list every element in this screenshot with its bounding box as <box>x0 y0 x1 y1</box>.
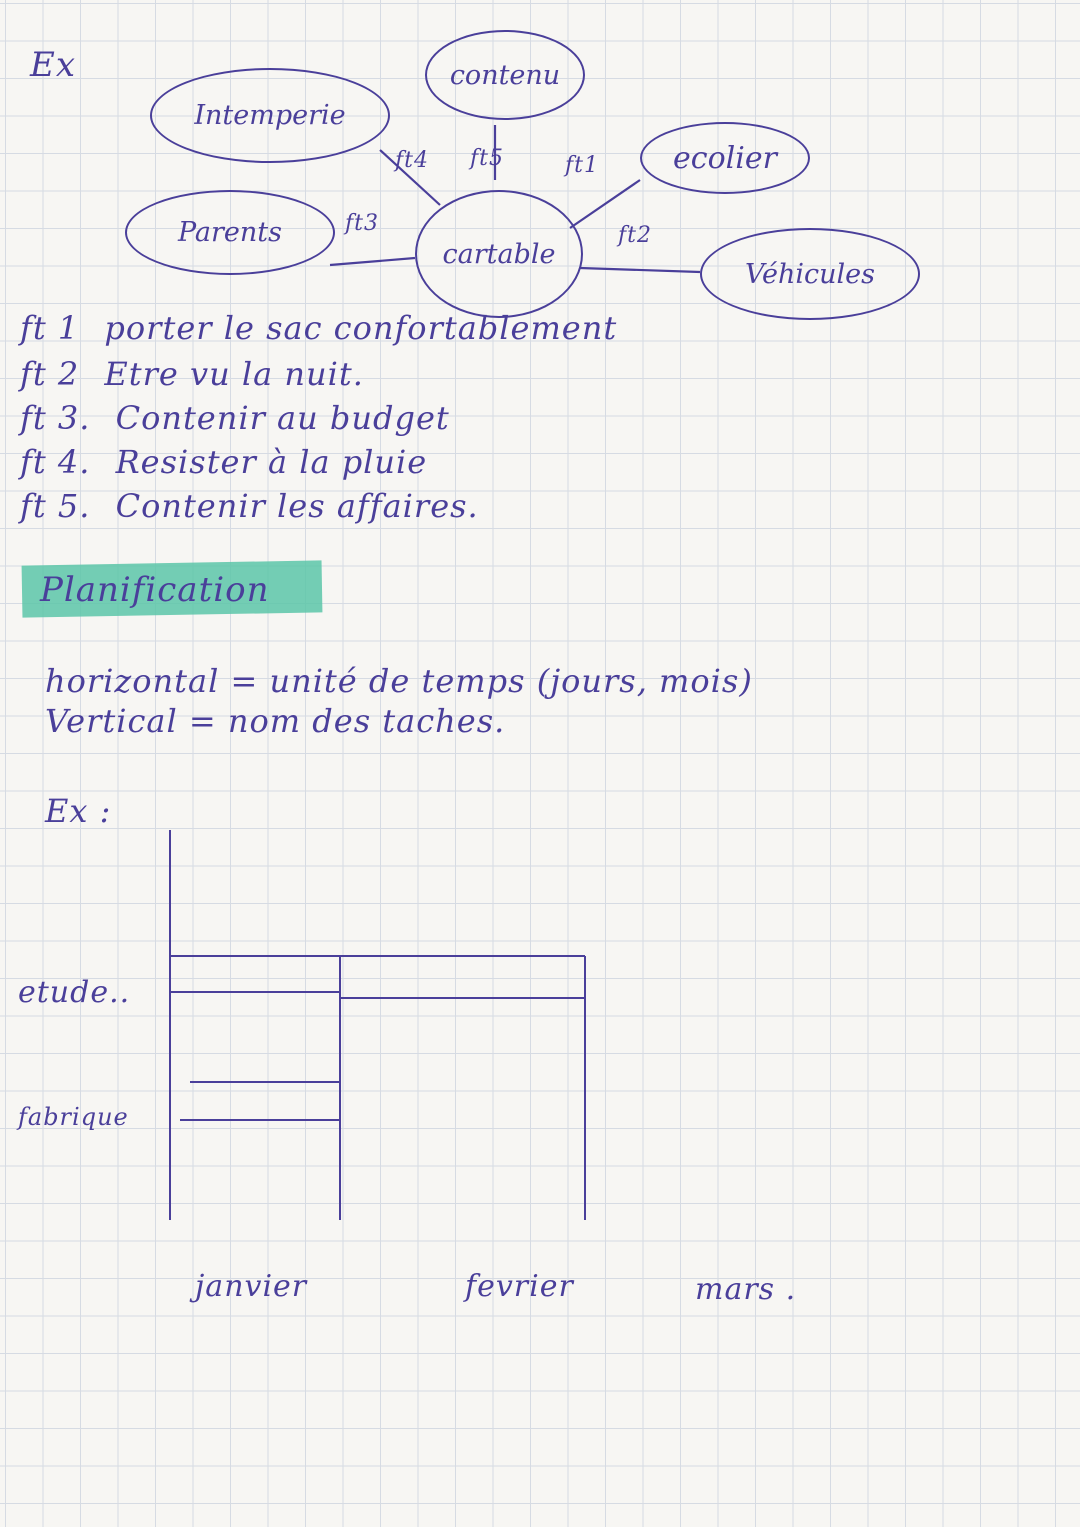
function-text: Contenir les affaires. <box>115 487 479 525</box>
gantt-bars <box>170 956 585 1220</box>
function-2 <box>20 355 364 393</box>
section-title: Planification <box>40 570 270 610</box>
tick-label-janvier: janvier <box>195 1269 308 1304</box>
function-code: ft 1 <box>20 309 80 347</box>
tick-label-fevrier: fevrier <box>465 1269 574 1304</box>
link-label-ft2: ft2 <box>618 223 652 248</box>
function-3 <box>20 399 450 437</box>
function-1 <box>20 309 618 347</box>
function-code: ft 5. <box>20 487 91 525</box>
link-label-ft4: ft4 <box>395 148 429 173</box>
gantt-chart <box>0 820 1080 1220</box>
tick-label-mars: mars . <box>695 1272 797 1307</box>
horizontal-definition: horizontal = unité de temps (jours, mois) <box>45 662 753 700</box>
node-intemperie: Intemperie <box>150 68 390 163</box>
node-vehicules: Véhicules <box>700 228 920 320</box>
vertical-definition: Vertical = nom des taches. <box>45 702 506 740</box>
task-label-fabrique: fabrique <box>18 1103 129 1131</box>
function-code: ft 2 <box>20 355 80 393</box>
node-contenu: contenu <box>425 30 585 120</box>
chart-frame <box>170 830 905 1220</box>
function-text: Resister à la pluie <box>115 443 428 481</box>
node-ecolier: ecolier <box>640 122 810 194</box>
example-label: Ex : <box>45 792 112 830</box>
example-heading: Ex <box>30 45 76 85</box>
function-code: ft 4. <box>20 443 91 481</box>
node-cartable: cartable <box>415 190 583 318</box>
function-text: Etre vu la nuit. <box>104 355 364 393</box>
link-label-ft5: ft5 <box>470 146 504 171</box>
function-5 <box>20 487 479 525</box>
function-text: Contenir au budget <box>115 399 450 437</box>
link-label-ft1: ft1 <box>565 153 599 178</box>
node-parents: Parents <box>125 190 335 275</box>
function-4 <box>20 443 428 481</box>
link-label-ft3: ft3 <box>345 211 379 236</box>
function-code: ft 3. <box>20 399 91 437</box>
function-text: porter le sac confortablement <box>104 309 618 347</box>
task-label-etude: etude.. <box>18 975 131 1010</box>
